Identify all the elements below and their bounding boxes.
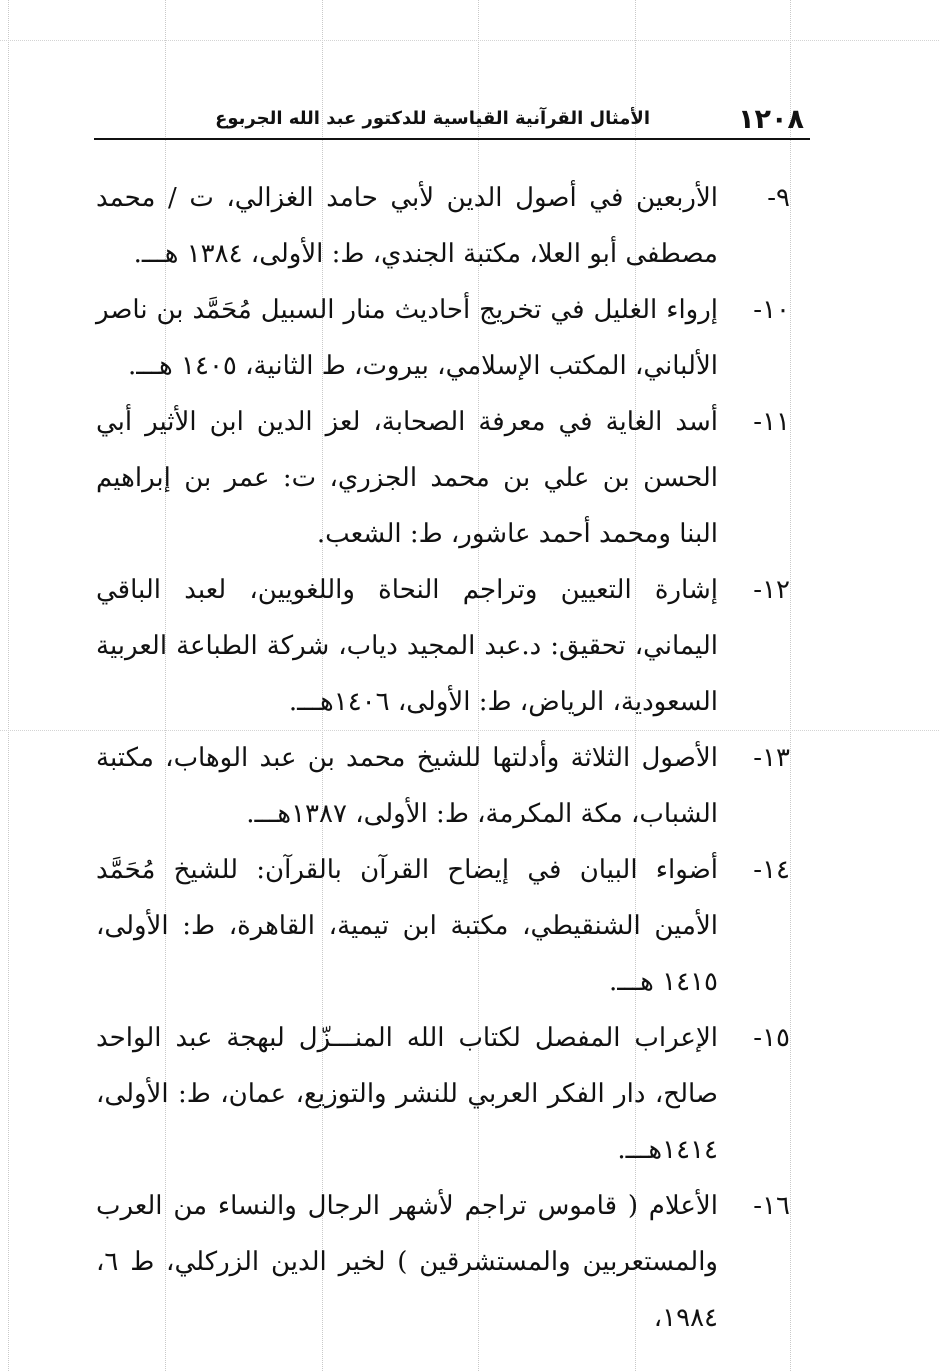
reference-text: الأربعين في أصول الدين لأبي حامد الغزالي، ت / محمد مصطفى أبو العلا، مكتبة الجندي، ط: الأولى، ١٣٨٤ هـــ. (96, 183, 718, 269)
reference-number: ١١- (753, 407, 790, 437)
grid-line (8, 0, 9, 1371)
reference-number: ١٢- (753, 575, 790, 605)
reference-entry (96, 170, 790, 282)
reference-list (96, 170, 790, 1346)
reference-text: إشارة التعيين وتراجم النحاة واللغويين، لعبد الباقي اليماني، تحقيق: د.عبد المجيد دياب، شركة الطباعة العربية السعودية، الرياض، ط: الأولى، ١٤٠٦هـــ. (96, 575, 718, 717)
reference-text: أضواء البيان في إيضاح القرآن بالقرآن: للشيخ مُحَمَّد الأمين الشنقيطي، مكتبة ابن تيمية، القاهرة، ط: الأولى، ١٤١٥ هـــ. (96, 855, 718, 997)
reference-number: ١٠- (753, 295, 790, 325)
page-header (90, 100, 810, 140)
reference-number: ١٦- (753, 1191, 790, 1221)
reference-number: ١٣- (753, 743, 790, 773)
reference-entry (96, 394, 790, 562)
reference-entry (96, 1010, 790, 1178)
reference-text: إرواء الغليل في تخريج أحاديث منار السبيل مُحَمَّد بن ناصر الألباني، المكتب الإسلامي، بيروت، ط الثانية، ١٤٠٥ هـــ. (96, 295, 718, 381)
reference-text: أسد الغاية في معرفة الصحابة، لعز الدين ابن الأثير أبي الحسن بن علي بن محمد الجزري، ت: عمر بن إبراهيم البنا ومحمد أحمد عاشور، ط: الشعب. (96, 407, 718, 549)
reference-text: الإعراب المفصل لكتاب الله المنـــزّل لبهجة عبد الواحد صالح، دار الفكر العربي للنشر والتوزيع، عمان، ط: الأولى، ١٤١٤هـــ. (96, 1023, 718, 1165)
grid-line (790, 0, 791, 1371)
reference-entry (96, 842, 790, 1010)
header-rule (94, 138, 810, 140)
reference-number: ١٤- (753, 855, 790, 885)
reference-number: ٩- (767, 183, 790, 213)
reference-entry (96, 562, 790, 730)
reference-entry (96, 730, 790, 842)
reference-entry (96, 1178, 790, 1346)
reference-entry (96, 282, 790, 394)
grid-line (0, 40, 939, 41)
reference-number: ١٥- (753, 1023, 790, 1053)
running-title: الأمثال القرآنية القياسية للدكتور عبد الله الجربوع (215, 108, 650, 129)
reference-text: الأصول الثلاثة وأدلتها للشيخ محمد بن عبد الوهاب، مكتبة الشباب، مكة المكرمة، ط: الأولى، ١٣٨٧هـــ. (96, 743, 718, 829)
page-number: ١٢٠٨ (738, 104, 804, 135)
reference-text: الأعلام ( قاموس تراجم لأشهر الرجال والنساء من العرب والمستعربين والمستشرقين ) لخير الدين الزركلي، ط ٦، ١٩٨٤، (96, 1191, 718, 1333)
